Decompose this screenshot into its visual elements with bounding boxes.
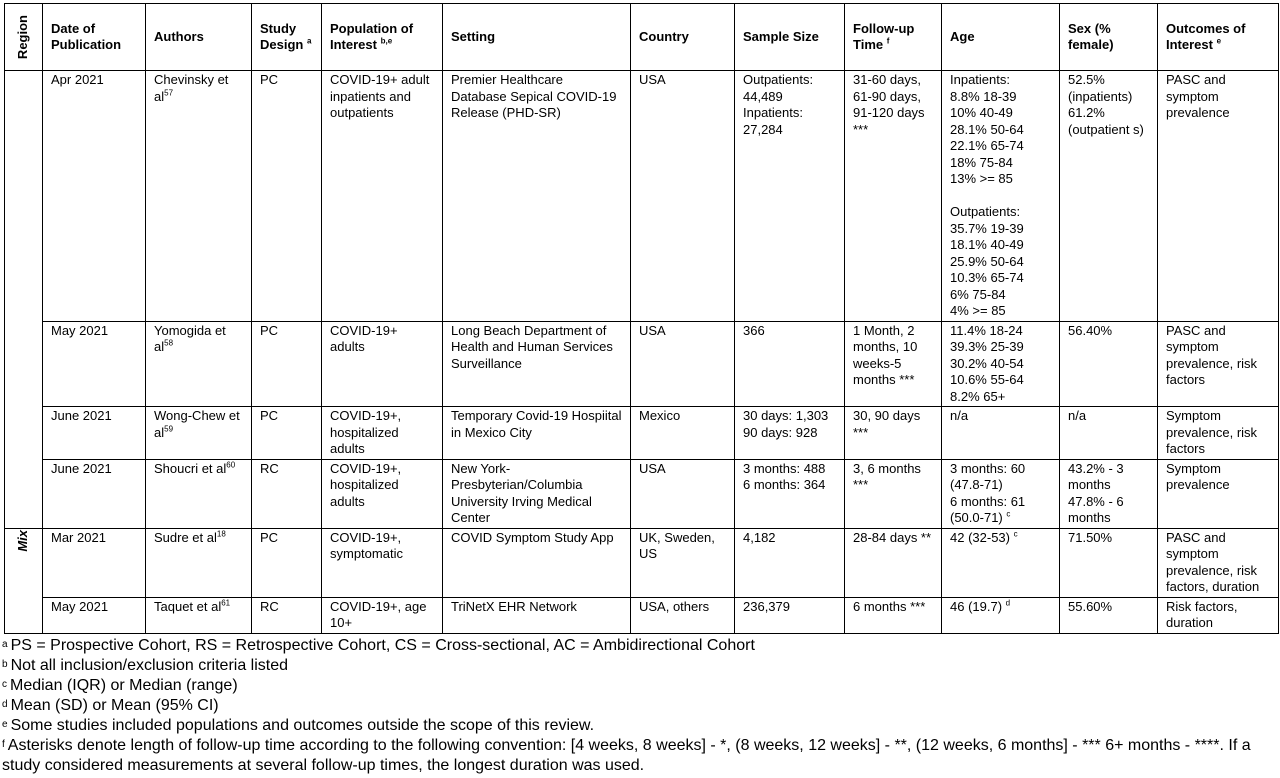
cell-country-text: USA [639,72,666,87]
cell-outcomes-text: Symptom prevalence, risk factors [1166,408,1258,456]
cell-date [43,528,146,597]
cell-country [631,459,735,528]
header-sample: Sample Size [735,4,845,71]
cell-age [942,528,1060,597]
cell-sex-text: 56.40% [1068,322,1113,338]
footnote-c [2,676,1274,696]
cell-sample-text: 4,182 [743,529,776,545]
cell-sex [1060,528,1158,597]
cell-age-text: 11.4% 18-24 39.3% 25-39 30.2% 40-54 10.6% 55-64 8.2% 65+ [950,322,1024,404]
cell-sex-text: 43.2% - 3 months 47.8% - 6 months [1068,460,1124,525]
cell-outcomes [1158,321,1279,407]
cell-outcomes-text: PASC and symptom prevalence, risk factors [1166,322,1258,387]
header-design-mark: a [306,36,312,46]
table-row [5,71,1279,322]
cell-population-text: COVID-19+ adult inpatients and outpatients [330,72,430,120]
cell-design-text: PC [260,72,279,87]
footnote-text: Median (IQR) or Median (range) [10,677,238,694]
cell-country-text: USA, others [639,598,710,614]
cell-date-text: Mar 2021 [51,529,106,545]
footnote-text: Not all inclusion/exclusion criteria listed [10,657,289,674]
header-sex: Sex (% female) [1060,4,1158,71]
cell-age [942,321,1060,407]
cell-setting-text: COVID Symptom Study App [451,529,614,545]
cell-sample [735,407,845,460]
cell-country [631,597,735,633]
footnote-mark: d [2,699,8,710]
region-cell-mix [5,528,43,633]
cell-sex [1060,597,1158,633]
studies-table [4,3,1279,634]
cell-age-text: 3 months: 60 (47.8-71) 6 months: 61 (50.0-71) [950,460,1026,525]
cell-sample-text: 236,379 [743,598,790,614]
cell-country [631,528,735,597]
cell-population [322,597,443,633]
cell-setting-text: Premier Healthcare Database Sepical COVID-19 Release (PHD-SR) [451,72,617,120]
cell-date-text: June 2021 [51,408,112,423]
header-date: Date of Publication [43,4,146,71]
footnote-mark: b [2,659,8,670]
cell-population [322,407,443,460]
header-setting: Setting [443,4,631,71]
cell-date [43,459,146,528]
cell-population-text: COVID-19+, symptomatic [330,529,403,561]
cell-date [43,71,146,322]
cell-authors-text: Shoucri et al [154,460,227,476]
cell-sex-text: 71.50% [1068,529,1113,545]
cell-setting-text: Temporary Covid-19 Hospiital in Mexico City [451,408,622,440]
cell-authors-text: Taquet et al [154,598,222,614]
footnote-f [2,736,1274,776]
cell-authors [146,459,252,528]
cell-followup [845,321,942,407]
cell-age-text: 42 (32-53) [950,529,1010,545]
age-footnote-mark: c [1013,529,1018,539]
footnote-mark: e [2,719,8,730]
cell-design [252,407,322,460]
cell-population [322,528,443,597]
cell-setting [443,71,631,322]
cell-age [942,71,1060,322]
cell-outcomes-text: PASC and symptom prevalence, risk factors, duration [1166,529,1260,594]
cell-followup-text: 30, 90 days *** [853,408,921,440]
header-followup [845,4,942,71]
reference-number: 59 [164,424,174,434]
cell-age-text: n/a [950,408,969,423]
cell-age [942,597,1060,633]
cell-authors-text: Sudre et al [154,529,217,545]
footnote-e [2,716,1274,736]
reference-number: 57 [164,88,174,98]
cell-population-text: COVID-19+, hospitalized adults [330,460,402,509]
cell-age-text: 46 (19.7) [950,598,1003,614]
header-followup-mark: f [886,36,890,46]
reference-number: 61 [221,598,231,608]
header-authors: Authors [146,4,252,71]
cell-sample [735,528,845,597]
cell-age [942,459,1060,528]
cell-setting-text: Long Beach Department of Health and Human Services Surveillance [451,322,613,371]
footnote-text: Asterisks denote length of follow-up time according to the following convention: [4 weeks, 8 weeks] - *, (8 weeks, 12 weeks] - **, (12 weeks, 6 months] - *** 6+ months - ****. If a study considered measurements at several follow-up times, the longest duration was used. [2,737,1251,774]
footnote-mark: a [2,639,8,650]
header-row [5,4,1279,71]
cell-followup [845,597,942,633]
cell-population-text: COVID-19+ adults [330,322,398,354]
cell-design [252,459,322,528]
cell-authors [146,321,252,407]
cell-authors-text: Yomogida et al [154,322,226,354]
cell-setting [443,321,631,407]
table-row [5,528,1279,597]
cell-sex [1060,407,1158,460]
reference-number: 60 [226,460,236,470]
cell-design-text: PC [260,322,279,338]
cell-country [631,321,735,407]
header-region [5,4,43,71]
cell-outcomes [1158,407,1279,460]
region-label-mix: Mix [15,529,31,552]
cell-sample-text: Outpatients: 44,489 Inpatients: 27,284 [743,72,814,137]
cell-sample [735,597,845,633]
cell-setting [443,459,631,528]
cell-design [252,597,322,633]
cell-country-text: Mexico [639,408,681,423]
cell-sex-text: 55.60% [1068,598,1113,614]
cell-outcomes [1158,597,1279,633]
header-population [322,4,443,71]
cell-date [43,597,146,633]
cell-outcomes [1158,71,1279,322]
cell-followup [845,71,942,322]
footnote-mark: f [2,739,5,750]
cell-sex-text: 52.5% (inpatients) 61.2% (outpatient s) [1068,72,1144,137]
cell-country [631,71,735,322]
cell-followup-text: 3, 6 months *** [853,460,921,492]
cell-authors [146,71,252,322]
cell-setting [443,407,631,460]
cell-followup-text: 28-84 days ** [853,529,932,545]
cell-population [322,71,443,322]
footnote-a [2,636,1274,656]
cell-followup [845,407,942,460]
cell-outcomes-text: PASC and symptom prevalence [1166,72,1230,120]
cell-sex [1060,321,1158,407]
cell-setting-text: TriNetX EHR Network [451,598,577,614]
cell-country [631,407,735,460]
footnote-text: PS = Prospective Cohort, RS = Retrospective Cohort, CS = Cross-sectional, AC = Ambidirectional Cohort [10,637,755,654]
cell-followup [845,528,942,597]
cell-design [252,528,322,597]
header-outcomes-label: Outcomes of Interest [1166,20,1246,52]
table-row [5,459,1279,528]
header-design [252,4,322,71]
footnote-text: Mean (SD) or Mean (95% CI) [10,697,219,714]
header-design-label: Study Design [260,20,304,52]
cell-design-text: RC [260,460,279,476]
cell-date-text: June 2021 [51,460,112,476]
cell-design [252,321,322,407]
cell-sample [735,321,845,407]
cell-authors [146,407,252,460]
cell-date-text: May 2021 [51,598,109,614]
cell-sample [735,459,845,528]
footnote-b [2,656,1274,676]
cell-country-text: USA [639,322,666,338]
reference-number: 18 [216,529,226,539]
cell-population [322,321,443,407]
header-followup-label: Follow-up Time [853,20,915,52]
age-footnote-mark: c [1006,509,1011,519]
cell-authors-text: Wong-Chew et al [154,408,240,440]
cell-sample-text: 3 months: 488 6 months: 364 [743,460,826,492]
header-country: Country [631,4,735,71]
cell-country-text: UK, Sweden, US [639,529,715,561]
cell-population-text: COVID-19+, hospitalized adults [330,408,402,456]
cell-sample-text: 30 days: 1,303 90 days: 928 [743,408,829,440]
cell-design [252,71,322,322]
cell-sex-text: n/a [1068,408,1087,423]
cell-date-text: Apr 2021 [51,72,104,87]
cell-setting [443,597,631,633]
cell-followup-text: 6 months *** [853,598,926,614]
header-age: Age [942,4,1060,71]
cell-outcomes-text: Risk factors, duration [1166,598,1238,630]
footnote-d [2,696,1274,716]
cell-authors [146,528,252,597]
cell-followup-text: 31-60 days, 61-90 days, 91-120 days *** [853,72,925,137]
cell-sample-text: 366 [743,322,765,338]
cell-authors [146,597,252,633]
cell-authors-text: Chevinsky et al [154,72,229,104]
cell-setting-text: New York-Presbyterian/Columbia University Irving Medical Center [451,460,592,525]
header-region-label: Region [15,14,31,60]
cell-population [322,459,443,528]
cell-population-text: COVID-19+, age 10+ [330,598,427,630]
cell-setting [443,528,631,597]
cell-date [43,321,146,407]
cell-design-text: PC [260,529,279,545]
cell-sex [1060,71,1158,322]
cell-outcomes [1158,459,1279,528]
age-footnote-mark: d [1005,598,1011,608]
table-row [5,407,1279,460]
cell-design-text: RC [260,598,279,614]
cell-outcomes-text: Symptom prevalence [1166,460,1230,492]
cell-sex [1060,459,1158,528]
cell-design-text: PC [260,408,279,423]
cell-sample [735,71,845,322]
header-outcomes [1158,4,1279,71]
cell-country-text: USA [639,460,666,476]
table-row [5,321,1279,407]
cell-date-text: May 2021 [51,322,109,338]
footnote-text: Some studies included populations and outcomes outside the scope of this review. [10,717,595,734]
header-outcomes-mark: e [1216,36,1222,46]
cell-age [942,407,1060,460]
cell-outcomes [1158,528,1279,597]
header-population-label: Population of Interest [330,20,414,52]
cell-followup [845,459,942,528]
table-row [5,597,1279,633]
cell-age-text: Inpatients: 8.8% 18-39 10% 40-49 28.1% 50-64 22.1% 65-74 18% 75-84 13% >= 85 Outpatients: 35.7% 19-39 18.1% 40-49 25.9% 50-64 10.3% 65-74 6% 75-84 4% >= 85 [950,72,1024,318]
cell-date [43,407,146,460]
footnote-mark: c [2,679,7,690]
header-population-mark: b,e [380,36,393,46]
region-cell-first [5,71,43,529]
footnotes [2,636,1274,776]
cell-followup-text: 1 Month, 2 months, 10 weeks-5 months *** [853,322,918,387]
reference-number: 58 [164,338,174,348]
